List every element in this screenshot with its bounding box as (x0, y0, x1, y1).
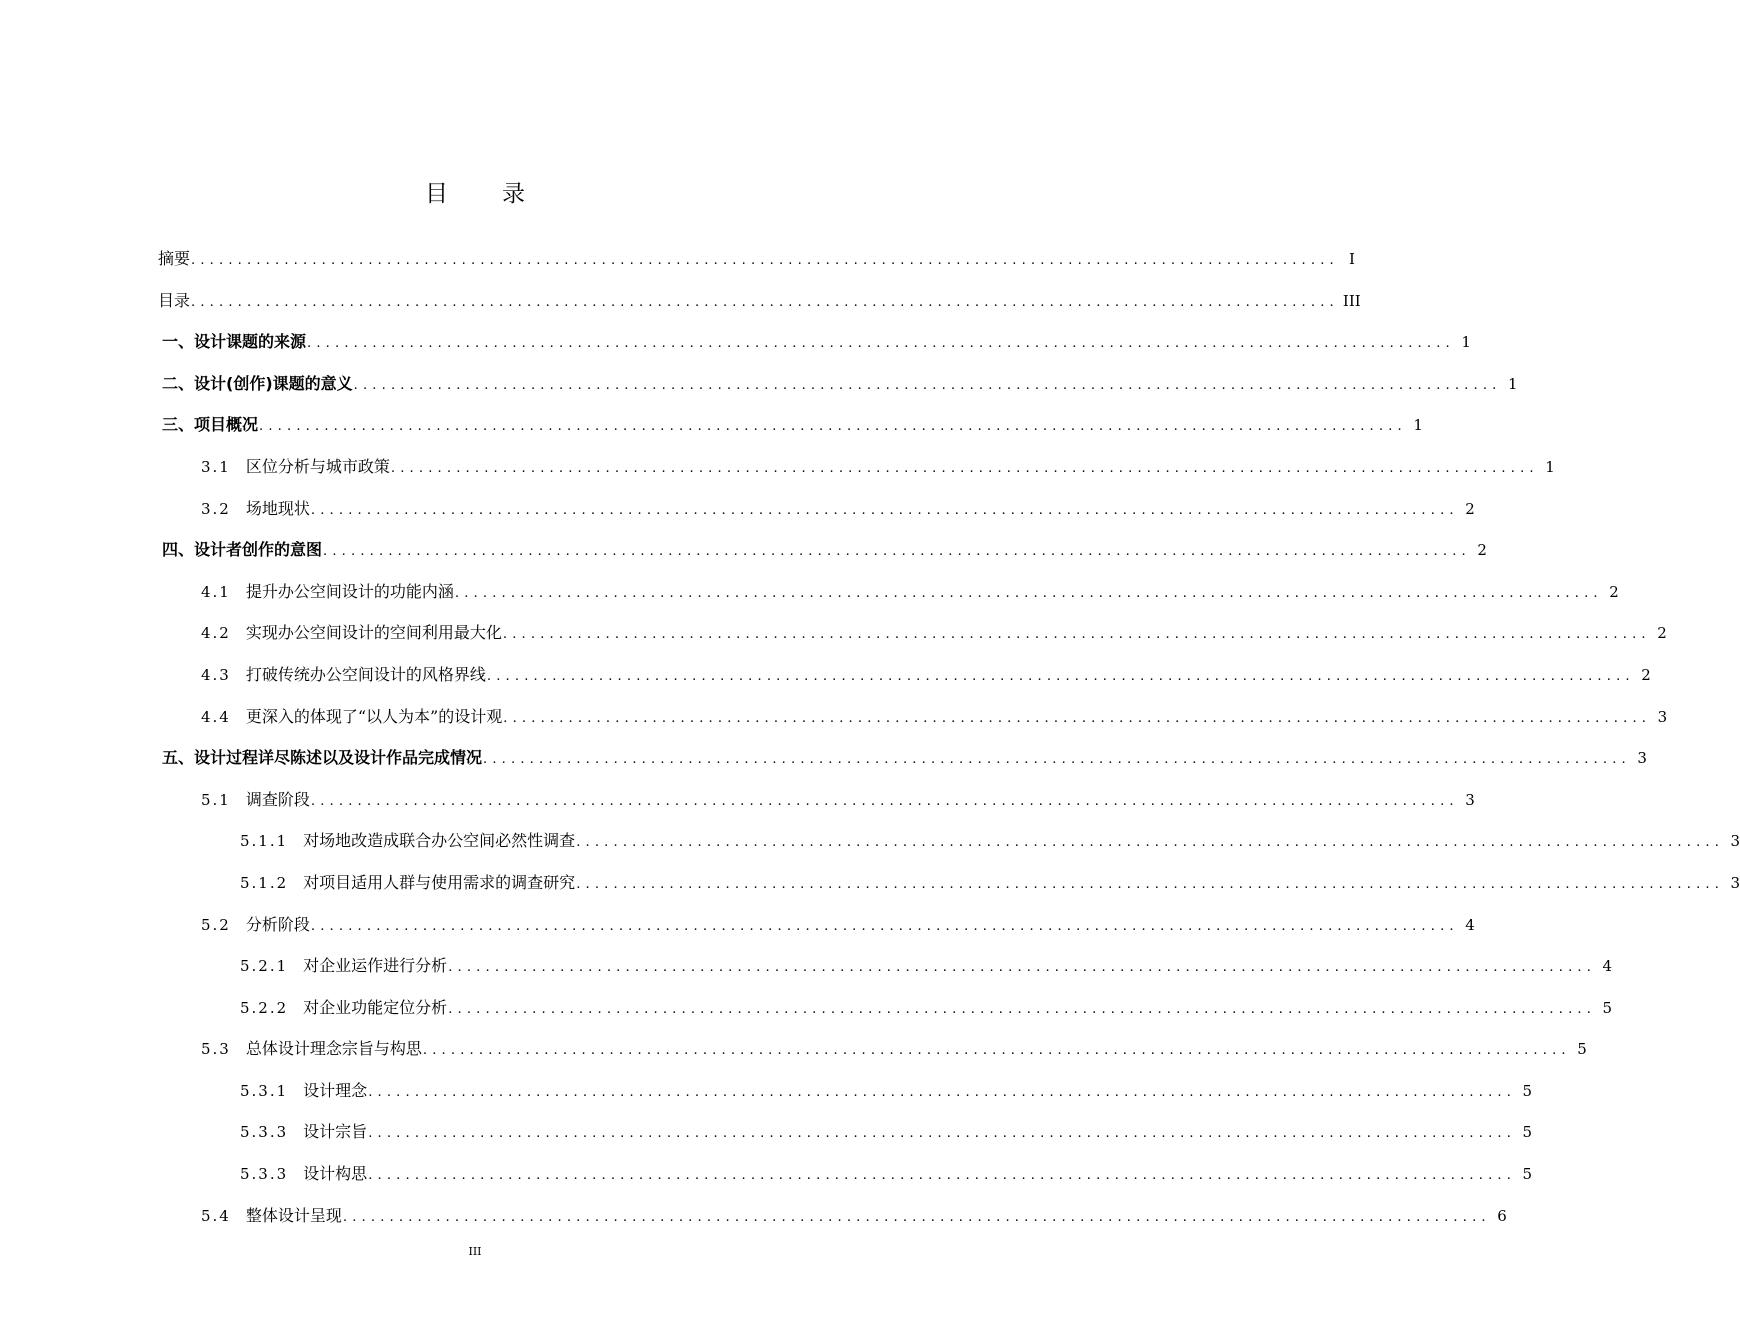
toc-leader-dots: ........................................................................................................................... (368, 1168, 1517, 1184)
toc-entry-text: 总体设计理念宗旨与构思 (245, 1039, 422, 1059)
toc-entry-text: 分析阶段 (245, 914, 310, 934)
toc-entry-text: 设计理念 (303, 1080, 368, 1100)
toc-entry-page: 3 (1730, 873, 1740, 892)
toc-entry-3-1[interactable] (158, 446, 1555, 488)
toc-entry-text: 调查阶段 (245, 789, 310, 809)
toc-entry-number: 4.1 (201, 582, 231, 601)
toc-leader-dots: ........................................................................................................................... (576, 835, 1725, 851)
toc-leader-dots: ........................................................................................................................... (422, 1043, 1571, 1059)
toc-entry-4-1[interactable] (158, 571, 1619, 613)
toc-entry-4-4[interactable] (158, 696, 1668, 738)
toc-leader-dots: ........................................................................................................................... (368, 1126, 1517, 1142)
toc-entry-page: 5 (1522, 1165, 1533, 1184)
toc-entry-5-3[interactable] (158, 1028, 1587, 1070)
toc-entry-number: 5.2.1 (240, 957, 289, 976)
toc-entry-page: 6 (1497, 1206, 1507, 1225)
toc-entry-page: 3 (1637, 749, 1647, 768)
toc-leader-dots: ........................................................................................................................... (310, 918, 1459, 934)
toc-entry-number: 3.2 (201, 499, 231, 518)
toc-entry-text: 四、设计者创作的意图 (162, 540, 323, 560)
toc-entry-text: 一、设计课题的来源 (162, 332, 307, 352)
toc-leader-dots: ........................................................................................................................... (342, 1209, 1491, 1225)
toc-entry-page: 5 (1577, 1040, 1587, 1059)
toc-entry-section-5[interactable] (158, 737, 1647, 779)
toc-leader-dots: ........................................................................................................................... (368, 1084, 1517, 1100)
toc-leader-dots: ........................................................................................................................... (483, 752, 1631, 768)
toc-entry-text: 对项目适用人群与使用需求的调查研究 (303, 872, 576, 892)
toc-leader-dots: ........................................................................................................................... (307, 336, 1455, 352)
toc-entry-text: 更深入的体现了“以人为本”的设计观 (245, 706, 503, 726)
toc-entry-text: 摘要 (158, 249, 191, 268)
toc-entry-5-4[interactable] (158, 1195, 1507, 1237)
toc-leader-dots: ........................................................................................................................... (310, 793, 1459, 809)
toc-entry-text: 对场地改造成联合办公空间必然性调查 (303, 831, 576, 851)
toc-entry-text: 提升办公空间设计的功能内涵 (245, 581, 454, 601)
toc-leader-dots: ........................................................................................................................... (448, 960, 1597, 976)
toc-entry-5-3-3a[interactable] (158, 1111, 1533, 1153)
toc-leader-dots: ........................................................................................................................... (448, 1001, 1597, 1017)
toc-entry-number: 5.3 (201, 1040, 231, 1059)
toc-entry-contents[interactable] (158, 280, 1361, 322)
toc-entry-page: 2 (1641, 665, 1651, 684)
toc-entry-page: 1 (1507, 374, 1518, 393)
toc-entry-5-3-3b[interactable] (158, 1153, 1533, 1195)
toc-entry-section-2[interactable] (158, 363, 1518, 405)
toc-entry-3-2[interactable] (158, 488, 1475, 530)
toc-entry-text: 设计宗旨 (303, 1122, 368, 1142)
toc-entry-page: I (1348, 250, 1355, 268)
toc-title: 目录 (425, 181, 579, 207)
toc-entry-text: 场地现状 (245, 498, 310, 518)
toc-entry-text: 目录 (158, 290, 191, 310)
toc-leader-dots: ........................................................................................................................... (310, 502, 1459, 518)
toc-entry-number: 5.4 (201, 1206, 231, 1225)
toc-entry-number: 4.4 (201, 707, 231, 726)
toc-entry-page: 2 (1657, 624, 1667, 643)
toc-leader-dots: ........................................................................................................................... (390, 460, 1539, 476)
toc-entry-number: 5.2.2 (240, 998, 289, 1017)
toc-entry-page: 4 (1465, 915, 1475, 934)
toc-entry-text: 对企业功能定位分析 (303, 997, 448, 1017)
toc-entry-number: 5.3.3 (240, 1123, 289, 1142)
toc-leader-dots: ........................................................................................................................... (259, 419, 1407, 435)
table-of-contents (158, 238, 1740, 1236)
toc-entry-section-3[interactable] (158, 404, 1423, 446)
toc-entry-section-1[interactable] (158, 321, 1471, 363)
toc-entry-number: 5.2 (201, 915, 231, 934)
toc-entry-page: 5 (1522, 1081, 1533, 1100)
toc-leader-dots: ........................................................................................................................... (454, 585, 1603, 601)
toc-entry-page: 3 (1465, 790, 1475, 809)
toc-entry-section-4[interactable] (158, 529, 1487, 571)
toc-entry-5-1-1[interactable] (158, 820, 1740, 862)
toc-leader-dots: ........................................................................................................................... (191, 294, 1339, 310)
toc-entry-number: 5.3.1 (240, 1081, 289, 1100)
toc-entry-page: 3 (1730, 832, 1740, 851)
toc-entry-5-2-1[interactable] (158, 945, 1613, 987)
toc-leader-dots: ........................................................................................................................... (191, 253, 1339, 268)
toc-entry-5-1-2[interactable] (158, 862, 1740, 904)
toc-entry-4-2[interactable] (158, 612, 1667, 654)
toc-entry-page: 2 (1477, 541, 1487, 560)
toc-leader-dots: ........................................................................................................................... (323, 544, 1471, 560)
toc-entry-5-1[interactable] (158, 779, 1475, 821)
toc-leader-dots: ........................................................................................................................... (502, 627, 1651, 643)
page-number-footer: III (468, 1245, 482, 1258)
toc-entry-text: 对企业运作进行分析 (303, 956, 448, 976)
toc-entry-number: 5.3.3 (240, 1165, 289, 1184)
toc-entry-page: 1 (1461, 333, 1471, 352)
toc-entry-5-3-1[interactable] (158, 1070, 1533, 1112)
toc-entry-text: 二、设计(创作)课题的意义 (162, 373, 353, 393)
toc-entry-page: 4 (1602, 957, 1613, 976)
toc-leader-dots: ........................................................................................................................... (576, 876, 1725, 892)
toc-entry-number: 4.3 (201, 665, 231, 684)
toc-entry-text: 打破传统办公空间设计的风格界线 (245, 664, 486, 684)
toc-entry-text: 整体设计呈现 (245, 1205, 342, 1225)
toc-entry-number: 5.1 (201, 790, 231, 809)
toc-entry-page: 2 (1609, 582, 1619, 601)
toc-entry-number: 5.1.1 (240, 832, 289, 851)
toc-entry-page: 5 (1602, 998, 1613, 1017)
toc-entry-number: 4.2 (201, 624, 231, 643)
toc-leader-dots: ........................................................................................................................... (486, 668, 1635, 684)
toc-entry-4-3[interactable] (158, 654, 1651, 696)
toc-entry-text: 实现办公空间设计的空间利用最大化 (245, 623, 502, 643)
toc-entry-text: 设计构思 (303, 1164, 368, 1184)
toc-entry-page: 3 (1657, 707, 1668, 726)
toc-entry-text: 五、设计过程详尽陈述以及设计作品完成情况 (162, 748, 483, 768)
toc-entry-page: 1 (1545, 457, 1555, 476)
toc-entry-abstract[interactable] (158, 238, 1355, 280)
toc-leader-dots: ........................................................................................................................... (353, 377, 1502, 393)
toc-entry-text: 区位分析与城市政策 (245, 456, 390, 476)
toc-entry-page: 2 (1465, 499, 1475, 518)
toc-entry-number: 5.1.2 (240, 873, 289, 892)
toc-entry-number: 3.1 (201, 457, 231, 476)
toc-leader-dots: ........................................................................................................................... (503, 710, 1652, 726)
toc-entry-page: III (1342, 291, 1361, 310)
toc-entry-page: 5 (1522, 1123, 1533, 1142)
toc-entry-5-2[interactable] (158, 904, 1475, 946)
toc-entry-text: 三、项目概况 (162, 415, 259, 435)
toc-entry-page: 1 (1413, 416, 1423, 435)
toc-entry-5-2-2[interactable] (158, 987, 1613, 1029)
